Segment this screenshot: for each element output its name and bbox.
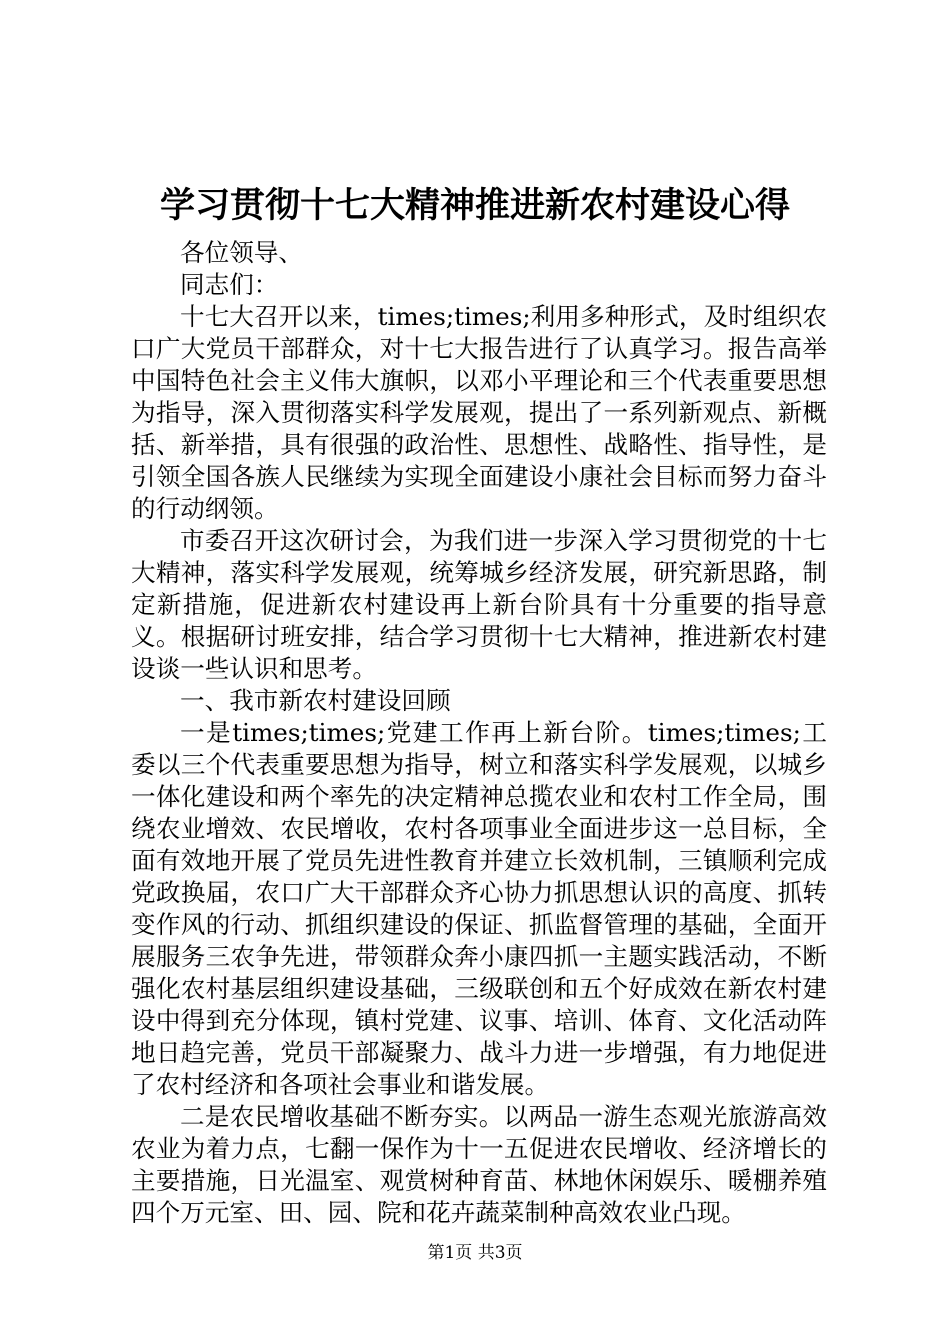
document-body (131, 237, 827, 1229)
paragraph-seminar: 市委召开这次研讨会，为我们进一步深入学习贯彻党的十七大精神，落实科学发展观，统筹城乡经济发展，研究新思路，制定新措施，促进新农村建设再上新台阶具有十分重要的指导意义。根据研讨班安排，结合学习贯彻十七大精神，推进新农村建设谈一些认识和思考。 (131, 526, 827, 683)
paragraph-income: 二是农民增收基础不断夯实。以两品一游生态观光旅游高效农业为着力点，七翻一保作为十一五促进农民增收、经济增长的主要措施，日光温室、观赏树种育苗、林地休闲娱乐、暖棚养殖四个万元室、田、园、院和花卉蔬菜制种高效农业凸现。 (131, 1102, 827, 1227)
page-footer: 第1页 共3页 (427, 1243, 523, 1263)
paragraph-party-building: 一是times;times;党建工作再上新台阶。times;times;工委以三个代表重要思想为指导，树立和落实科学发展观，以城乡一体化建设和两个率先的决定精神总揽农业和农村工作全局，围绕农业增效、农民增收，农村各项事业全面进步这一总目标，全面有效地开展了党员先进性教育并建立长效机制，三镇顺利完成党政换届，农口广大干部群众齐心协力抓思想认识的高度、抓转变作风的行动、抓组织建设的保证、抓监督管理的基础，全面开展服务三农争先进，带领群众奔小康四抓一主题实践活动，不断强化农村基层组织建设基础，三级联创和五个好成效在新农村建设中得到充分体现，镇村党建、议事、培训、体育、文化活动阵地日趋完善，党员干部凝聚力、战斗力进一步增强，有力地促进了农村经济和各项社会事业和谐发展。 (131, 718, 827, 1099)
paragraph-intro: 十七大召开以来，times;times;利用多种形式，及时组织农口广大党员干部群众，对十七大报告进行了认真学习。报告高举中国特色社会主义伟大旗帜，以邓小平理论和三个代表重要思想为指导，深入贯彻落实科学发展观，提出了一系列新观点、新概括、新举措，具有很强的政治性、思想性、战略性、指导性，是引领全国各族人民继续为实现全面建设小康社会目标而努力奋斗的行动纲领。 (131, 302, 827, 523)
section-heading: 一、我市新农村建设回顾 (180, 686, 451, 715)
document-title: 学习贯彻十七大精神推进新农村建设心得 (159, 186, 790, 226)
greeting-comrades: 同志们： (180, 270, 279, 299)
greeting-leaders: 各位领导、 (180, 238, 303, 267)
